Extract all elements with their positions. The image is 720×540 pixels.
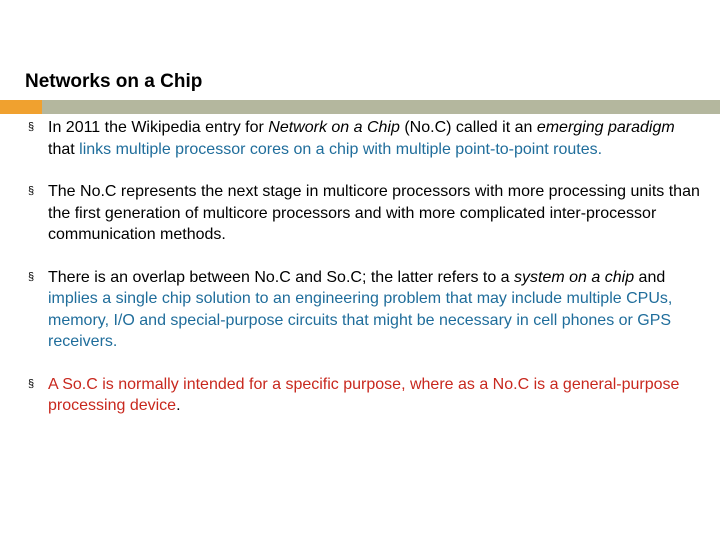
bullet-item	[28, 374, 700, 417]
text-run: .	[176, 397, 181, 414]
text-run: In 2011 the Wikipedia entry for	[48, 119, 269, 136]
text-run: .	[112, 333, 118, 350]
slide-title: Networks on a Chip	[25, 71, 203, 92]
text-run: and	[634, 268, 666, 286]
text-run: that	[48, 140, 80, 158]
text-run: (No.C) called it an	[399, 119, 537, 136]
italic-term: system on a chip	[514, 268, 635, 286]
italic-term: emerging paradigm	[536, 119, 675, 136]
accent-bar-orange	[0, 100, 42, 114]
bullet-item	[28, 267, 700, 353]
bullet-list	[28, 117, 700, 438]
bullet-text	[48, 117, 700, 160]
text-run: There is an overlap between No.C and So.C; the latter refers to a	[48, 268, 515, 286]
bullet-marker-icon: §	[28, 185, 35, 197]
italic-term: Network on a Chip	[268, 119, 400, 136]
bullet-marker-icon: §	[28, 121, 35, 133]
bullet-text	[48, 267, 700, 353]
bullet-item	[28, 181, 700, 246]
bullet-item	[28, 117, 700, 160]
bullet-marker-icon: §	[28, 270, 35, 283]
highlight-blue-text: links multiple processor cores on a chip with multiple point-to-point routes	[79, 140, 598, 158]
highlight-blue-text: implies a single chip solution to an engineering problem that may include multiple CPUs, memory, I/O and special-purpose circuits that might be necessary in cell phones or GPS receivers	[48, 290, 673, 350]
text-run: .	[597, 140, 603, 158]
accent-bar-olive	[42, 100, 720, 114]
highlight-red-text: A So.C is normally intended for a specific purpose, where as a No.C is a general-purpose processing device	[48, 375, 680, 414]
bullet-text: The No.C represents the next stage in multicore processors with more processing units than the first generation of multicore processors and with more complicated inter-processor communication methods.	[48, 183, 700, 243]
bullet-marker-icon: §	[28, 377, 35, 390]
bullet-text	[48, 374, 700, 417]
